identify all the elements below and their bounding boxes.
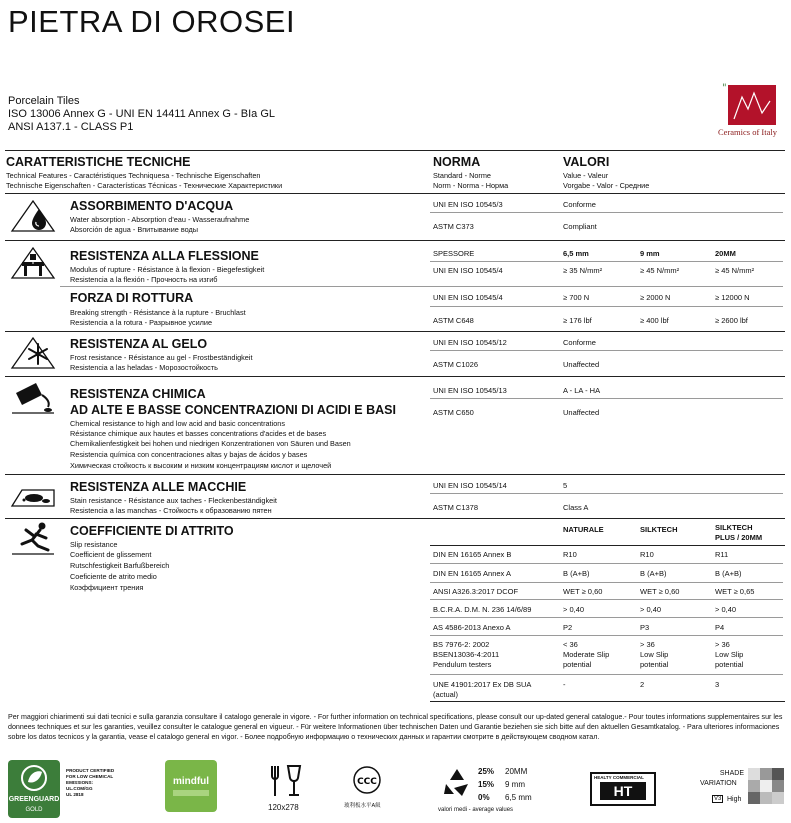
recycle-caption: valori medi - average values xyxy=(438,807,514,813)
tile-size: 120x278 xyxy=(268,803,299,812)
une-norm-1: UNE 41901:2017 Ex DB SUA xyxy=(433,680,532,689)
chem-val-1: A - LA - HA xyxy=(563,386,601,395)
brand-caption: Ceramics of Italy xyxy=(718,127,778,137)
friction-sub-4: Coeficiente de atrito medio xyxy=(70,572,157,581)
pend-v2-1: > 36 xyxy=(640,640,655,649)
chemical-flask-icon xyxy=(8,379,58,417)
slip-person-icon xyxy=(8,520,58,558)
pend-v1-1: < 36 xyxy=(563,640,578,649)
footer-note: Per maggiori chiarimenti sui dati tecnici e sulla garanzia consultare il catalogo generale in vigore. - For further information on technical specifications, please consult our up-dated general catalogue.- Pour toutes informations supplementaires sur les donnees techniques et sur les garanties, veuillez consulter le catalogue general en vigueur. - Für weitere Informationen über technischen Daten und Garantie beziehen sie sich bitte auf den aktuellen Gesamtkatalog. - Para ulteriores informaciones sobre los datos tecnicos y la garantia, vease el catalogo general en vigor. - Более подробную информацию о технических данных и гарантии смотрите в действующем сводном катал. xyxy=(8,713,783,742)
fr-norm-4: B.C.R.A. D.M. N. 236 14/6/89 xyxy=(433,605,532,614)
pend-v3-3: potential xyxy=(715,660,744,669)
shade-line-1: SHADE xyxy=(719,770,744,777)
flex-sub-2: Resistencia a la flexión - Прочность на изгиб xyxy=(70,275,218,284)
une-val-3: 3 xyxy=(715,680,720,689)
chem-norm-1: UNI EN ISO 10545/13 xyxy=(433,386,507,395)
friction-sub-2: Coefficient de glissement xyxy=(70,550,152,559)
frost-norm-2: ASTM C1026 xyxy=(433,360,479,369)
ccc-caption: 玻利板水平A級 xyxy=(344,803,381,809)
chem-title-2: AD ALTE E BASSE CONCENTRAZIONI DI ACIDI E BASI xyxy=(70,403,396,417)
chem-sub-3: Chemikalienfestigkeit bei hohen und niedrigen Konzentrationen von Säuren und Basen xyxy=(70,439,351,448)
fr-val-2-3: B (A+B) xyxy=(715,569,742,578)
fr-val-1-2: R10 xyxy=(640,550,654,559)
une-norm-2: (actual) xyxy=(433,690,459,699)
fr-val-3-1: WET ≥ 0,60 xyxy=(563,587,603,596)
fr-val-5-1: P2 xyxy=(563,623,573,632)
water-val-1: Conforme xyxy=(563,200,596,209)
break-title: FORZA DI ROTTURA xyxy=(70,291,194,305)
col-naturale: NATURALE xyxy=(563,525,604,534)
features-sub-2: Technische Eigenschaften - Características Técnicas - Технические Характеристики xyxy=(6,181,283,190)
fr-val-1-3: R11 xyxy=(715,550,729,559)
fr-val-4-1: > 0,40 xyxy=(563,605,585,614)
stain-icon xyxy=(8,476,58,514)
ccc-mark-icon xyxy=(352,765,382,795)
friction-sub-1: Slip resistance xyxy=(70,540,118,549)
greenguard-gold: GOLD xyxy=(25,807,43,813)
fr-val-3-3: WET ≥ 0,65 xyxy=(715,587,755,596)
pend-v1-2: Moderate Slip xyxy=(563,650,610,659)
greenguard-logo xyxy=(8,760,60,818)
stain-val-2: Class A xyxy=(563,503,589,512)
fr-norm-3: ANSI A326.3:2017 DCOF xyxy=(433,587,519,596)
pend-norm-2: BSEN13036-4:2011 xyxy=(433,650,500,659)
chem-title-1: RESISTENZA CHIMICA xyxy=(70,387,206,401)
chem-sub-2: Résistance chimique aux hautes et basses concentrations d'acides et de bases xyxy=(70,429,327,438)
break-val-1-2: ≥ 2000 N xyxy=(640,293,671,302)
recycle-pct-3: 0% xyxy=(478,793,490,802)
water-drop-icon xyxy=(8,197,58,235)
flex-norm: UNI EN ISO 10545/4 xyxy=(433,266,503,275)
ceramics-of-italy-emblem xyxy=(722,83,778,127)
fr-val-4-2: > 0,40 xyxy=(640,605,662,614)
recycle-pct-1: 25% xyxy=(478,767,495,776)
water-title: ASSORBIMENTO D'ACQUA xyxy=(70,199,234,213)
stain-sub-1: Stain resistance - Résistance aux taches - Fleckenbeständigkeit xyxy=(70,496,277,505)
water-norm-1: UNI EN ISO 10545/3 xyxy=(433,200,503,209)
frost-sub-1: Frost resistance - Résistance au gel - Frostbeständigkeit xyxy=(70,353,253,362)
chem-norm-2: ASTM C650 xyxy=(433,408,474,417)
fr-val-2-1: B (A+B) xyxy=(563,569,590,578)
une-val-1: - xyxy=(563,680,566,689)
friction-sub-3: Rutschfestigkeit Barfußbereich xyxy=(70,561,170,570)
spessore-label: SPESSORE xyxy=(433,249,475,258)
ceramics-of-italy-logo xyxy=(722,83,778,127)
chem-val-2: Unaffected xyxy=(563,408,600,417)
ht-label: HT xyxy=(600,782,646,800)
water-sub-1: Water absorption - Absorption d'eau - Wasseraufnahme xyxy=(70,215,250,224)
features-sub-1: Technical Features - Caractéristiques Techniquesa - Technische Eigenschaften xyxy=(6,171,261,180)
break-norm-2: ASTM C648 xyxy=(433,316,474,325)
pend-v2-2: Low Slip xyxy=(640,650,669,659)
col-silktech: SILKTECH xyxy=(640,525,678,534)
thickness-6-5: 6,5 mm xyxy=(563,249,589,258)
valori-sub-2: Vorgabe - Valor - Средние xyxy=(563,181,650,190)
recycle-thick-1: 20MM xyxy=(505,767,528,776)
fr-val-5-3: P4 xyxy=(715,623,725,632)
shade-line-2: VARIATION xyxy=(700,780,737,787)
norma-sub-1: Standard - Norme xyxy=(433,171,491,180)
break-val-1-1: ≥ 700 N xyxy=(563,293,590,302)
flex-val-3: ≥ 45 N/mm² xyxy=(715,266,755,275)
break-val-2-3: ≥ 2600 lbf xyxy=(715,316,748,325)
break-sub-2: Resistencia a la rotura - Разрывное усилие xyxy=(70,318,213,327)
frost-val-1: Conforme xyxy=(563,338,596,347)
features-heading: CARATTERISTICHE TECNICHE xyxy=(6,155,191,169)
fr-norm-2: DIN EN 16165 Annex A xyxy=(433,569,511,578)
frost-title: RESISTENZA AL GELO xyxy=(70,337,208,351)
pend-norm-1: BS 7976-2: 2002 xyxy=(433,640,490,649)
shade-level: High xyxy=(727,796,742,803)
frost-sub-2: Resistencia a las heladas - Морозостойкость xyxy=(70,363,218,372)
stain-title: RESISTENZA ALLE MACCHIE xyxy=(70,480,247,494)
pend-v3-1: > 36 xyxy=(715,640,730,649)
break-val-2-1: ≥ 176 lbf xyxy=(563,316,592,325)
recycle-pct-2: 15% xyxy=(478,780,495,789)
ht-top: HEALTY COMMERCIAL xyxy=(594,775,644,780)
page-title: PIETRA DI OROSEI xyxy=(8,4,296,39)
fr-val-2-2: B (A+B) xyxy=(640,569,667,578)
fr-norm-1: DIN EN 16165 Annex B xyxy=(433,550,512,559)
mindful-logo xyxy=(165,760,217,812)
valori-sub-1: Value - Valeur xyxy=(563,171,609,180)
chem-sub-5: Химическая стойкость к высоким и низким концентрациям кислот и щелочей xyxy=(70,461,332,470)
pend-norm-3: Pendulum testers xyxy=(433,660,492,669)
snowflake-icon xyxy=(8,334,58,372)
stain-sub-2: Resistencia a las manchas - Стойкость к образованию пятен xyxy=(70,506,272,515)
frost-norm-1: UNI EN ISO 10545/12 xyxy=(433,338,507,347)
col-silktech-plus: SILKTECH xyxy=(715,523,753,532)
mindful-label: mindful xyxy=(172,776,210,787)
product-standards: ISO 13006 Annex G - UNI EN 14411 Annex G - BIa GL xyxy=(8,108,275,120)
fr-val-1-1: R10 xyxy=(563,550,577,559)
break-sub-1: Breaking strength - Résistance à la rupture - Bruchlast xyxy=(70,308,246,317)
pend-v3-2: Low Slip xyxy=(715,650,744,659)
norma-sub-2: Norm - Norma - Норма xyxy=(433,181,509,190)
ht-logo xyxy=(590,772,656,806)
greenguard-cert: PRODUCT CERTIFIED FOR LOW CHEMICAL EMISSIONS: UL.COM/GG UL 2818 xyxy=(66,768,115,797)
fr-val-3-2: WET ≥ 0,60 xyxy=(640,587,680,596)
stain-val-1: 5 xyxy=(563,481,568,490)
fr-val-5-2: P3 xyxy=(640,623,650,632)
friction-title: COEFFICIENTE DI ATTRITO xyxy=(70,524,234,538)
product-type: Porcelain Tiles xyxy=(8,95,80,107)
thickness-20: 20MM xyxy=(715,249,736,258)
break-norm-1: UNI EN ISO 10545/4 xyxy=(433,293,503,302)
fr-val-4-3: > 0,40 xyxy=(715,605,737,614)
chem-sub-4: Resistencia química con concentraciones altas y bajas de ácidos y bases xyxy=(70,450,308,459)
break-val-1-3: ≥ 12000 N xyxy=(715,293,750,302)
recycle-thick-3: 6,5 mm xyxy=(505,793,532,802)
flex-sub-1: Modulus of rupture - Résistance à la flexion - Biegefestigkeit xyxy=(70,265,265,274)
shade-code: V3 xyxy=(714,796,722,802)
product-class: ANSI A137.1 - CLASS P1 xyxy=(8,121,134,133)
flex-title: RESISTENZA ALLA FLESSIONE xyxy=(70,249,259,263)
fr-norm-5: AS 4586-2013 Anexo A xyxy=(433,623,511,632)
flexion-test-icon xyxy=(8,244,58,282)
norma-heading: NORMA xyxy=(433,155,481,169)
greenguard-leaf-icon xyxy=(8,760,60,796)
frost-val-2: Unaffected xyxy=(563,360,600,369)
pend-v2-3: potential xyxy=(640,660,669,669)
une-val-2: 2 xyxy=(640,680,645,689)
chem-sub-1: Chemical resistance to high and low acid and basic concentrations xyxy=(70,419,285,428)
svg-text:": " xyxy=(722,83,727,94)
shade-variation-icon xyxy=(748,768,784,804)
food-contact-icon xyxy=(268,764,304,798)
flex-val-2: ≥ 45 N/mm² xyxy=(640,266,680,275)
water-val-2: Compliant xyxy=(563,222,597,231)
break-val-2-2: ≥ 400 lbf xyxy=(640,316,669,325)
col-silktech-plus-2: PLUS / 20MM xyxy=(715,533,763,542)
water-norm-2: ASTM C373 xyxy=(433,222,474,231)
pend-v1-3: potential xyxy=(563,660,592,669)
friction-sub-5: Коэффициент трения xyxy=(70,583,144,592)
thickness-9: 9 mm xyxy=(640,249,660,258)
svg-text:CCC: CCC xyxy=(357,777,377,787)
stain-norm-2: ASTM C1378 xyxy=(433,503,479,512)
stain-norm-1: UNI EN ISO 10545/14 xyxy=(433,481,507,490)
valori-heading: VALORI xyxy=(563,155,610,169)
flex-val-1: ≥ 35 N/mm² xyxy=(563,266,603,275)
recycle-icon xyxy=(440,766,474,800)
water-sub-2: Absorción de agua - Впитывание воды xyxy=(70,225,199,234)
greenguard-label: GREENGUARD xyxy=(8,796,60,803)
recycle-thick-2: 9 mm xyxy=(505,780,525,789)
